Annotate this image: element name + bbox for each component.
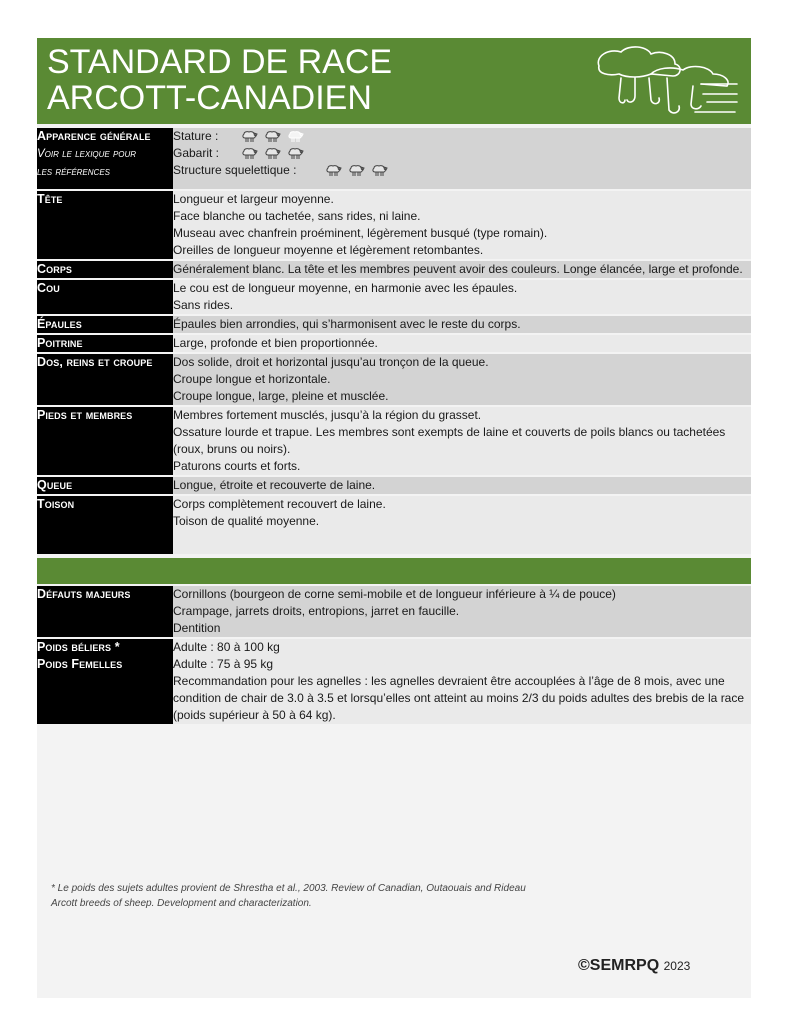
row-value-cell bbox=[173, 407, 751, 475]
row-text-line: Adulte : 75 à 95 kg bbox=[173, 657, 274, 671]
rating-row-structure bbox=[173, 162, 751, 179]
table-row bbox=[37, 354, 751, 405]
table-row bbox=[37, 407, 751, 475]
row-label-cell bbox=[37, 496, 173, 554]
rating-icons bbox=[239, 145, 308, 162]
page-title bbox=[47, 44, 392, 116]
row-text-line: Adulte : 80 à 100 kg bbox=[173, 640, 280, 654]
footnote-line: * Le poids des sujets adultes provient de Shrestha et al., 2003. Review of Canadian, Outaouais and Rideau bbox=[51, 883, 526, 894]
row-value-cell bbox=[173, 639, 751, 724]
row-label-cell bbox=[37, 128, 173, 189]
row-text-line: Museau avec chanfrein proéminent, légèrement busqué (type romain). bbox=[173, 226, 548, 240]
copyright-text: ©SEMRPQ bbox=[578, 957, 660, 974]
row-label-cell bbox=[37, 639, 173, 724]
row-value-cell bbox=[173, 354, 751, 405]
section-separator bbox=[37, 558, 751, 584]
row-label-cell bbox=[37, 280, 173, 314]
footnote-line: Arcott breeds of sheep. Development and characterization. bbox=[51, 898, 312, 909]
rating-label: Stature : bbox=[173, 129, 219, 143]
row-label-cell bbox=[37, 354, 173, 405]
row-text-line: Oreilles de longueur moyenne et légèrement retombantes. bbox=[173, 243, 484, 257]
row-label: Épaules bbox=[37, 317, 82, 331]
rating-row-stature bbox=[173, 128, 751, 145]
row-text-line: Dentition bbox=[173, 621, 221, 635]
row-text-line: Longueur et largeur moyenne. bbox=[173, 192, 334, 206]
row-value-cell bbox=[173, 128, 751, 189]
table-row bbox=[37, 128, 751, 189]
row-value-cell bbox=[173, 477, 751, 494]
copyright-year: 2023 bbox=[663, 959, 691, 973]
copyright bbox=[578, 957, 690, 975]
sheep-icon-filled bbox=[369, 164, 389, 178]
table-row bbox=[37, 496, 751, 554]
row-text-line: Épaules bien arrondies, qui s’harmonisent avec le reste du corps. bbox=[173, 317, 521, 331]
row-text-line: Dos solide, droit et horizontal jusqu’au tronçon de la queue. bbox=[173, 355, 489, 369]
sheep-logo-icon bbox=[591, 44, 741, 118]
row-text-line: Corps complètement recouvert de laine. bbox=[173, 497, 386, 511]
sheep-icon-filled bbox=[323, 164, 343, 178]
row-text-line: Généralement blanc. La tête et les membres peuvent avoir des couleurs. Longe élancée, large et profonde. bbox=[173, 262, 743, 276]
row-text-line: Crampage, jarrets droits, entropions, jarret en faucille. bbox=[173, 604, 460, 618]
row-text-line: Large, profonde et bien proportionnée. bbox=[173, 336, 378, 350]
row-text-line: Recommandation pour les agnelles : les agnelles devraient être accouplées à l’âge de 8 mois, avec une condition de chair de 3.0 à 3.5 et lorsqu’elles ont atteint au moins 2/3 du poids adultes des brebis de la race (poids supérieur à 50 à 64 kg). bbox=[173, 674, 745, 722]
table-row bbox=[37, 280, 751, 314]
row-label: Tête bbox=[37, 192, 63, 206]
sheep-icon-filled bbox=[239, 130, 259, 144]
row-label: Pieds et membres bbox=[37, 408, 133, 422]
row-text-line: Croupe longue et horizontale. bbox=[173, 372, 331, 386]
row-value-cell bbox=[173, 316, 751, 333]
row-value-cell bbox=[173, 280, 751, 314]
row-value-cell bbox=[173, 261, 751, 278]
breed-standard-table bbox=[37, 126, 751, 726]
row-label-cell bbox=[37, 586, 173, 637]
row-label-cell bbox=[37, 407, 173, 475]
row-label: Toison bbox=[37, 497, 75, 511]
row-label: Cou bbox=[37, 281, 60, 295]
row-label: Poids béliers * bbox=[37, 640, 120, 654]
rating-label: Structure squelettique : bbox=[173, 163, 297, 177]
row-text-line: Face blanche ou tachetée, sans rides, ni laine. bbox=[173, 209, 421, 223]
breed-standard-sheet bbox=[37, 38, 751, 998]
row-sublabel: les références bbox=[37, 166, 110, 178]
title-line-1: STANDARD DE RACE bbox=[47, 43, 393, 81]
row-value-cell bbox=[173, 586, 751, 637]
sheep-icon-filled bbox=[285, 147, 305, 161]
title-line-2: ARCOTT-CANADIEN bbox=[47, 79, 372, 117]
row-text-line: Ossature lourde et trapue. Les membres sont exempts de laine et couverts de poils blancs ou tachetées (roux, bruns ou noirs). bbox=[173, 425, 726, 456]
row-label-cell bbox=[37, 477, 173, 494]
row-label-cell bbox=[37, 261, 173, 278]
row-text-line: Cornillons (bourgeon de corne semi-mobile et de longueur inférieure à ¼ de pouce) bbox=[173, 587, 616, 601]
table-row bbox=[37, 335, 751, 352]
header-banner bbox=[37, 38, 751, 124]
row-label: Queue bbox=[37, 478, 73, 492]
sheep-icon-filled bbox=[262, 130, 282, 144]
rating-icons bbox=[323, 162, 392, 179]
row-label: Défauts majeurs bbox=[37, 587, 131, 601]
row-label: Corps bbox=[37, 262, 73, 276]
row-label: Poitrine bbox=[37, 336, 83, 350]
row-label: Poids Femelles bbox=[37, 657, 123, 671]
rating-label: Gabarit : bbox=[173, 146, 220, 160]
row-text-line: Membres fortement musclés, jusqu’à la région du grasset. bbox=[173, 408, 482, 422]
table-row bbox=[37, 261, 751, 278]
rating-row-gabarit bbox=[173, 145, 751, 162]
row-text-line: Sans rides. bbox=[173, 298, 234, 312]
row-label-cell bbox=[37, 316, 173, 333]
row-label: Apparence générale bbox=[37, 129, 151, 143]
table-row bbox=[37, 639, 751, 724]
sheep-icon-empty bbox=[285, 130, 305, 144]
sheep-icon-filled bbox=[262, 147, 282, 161]
row-value-cell bbox=[173, 335, 751, 352]
row-value-cell bbox=[173, 496, 751, 554]
footnote bbox=[51, 881, 611, 911]
sheep-icon-filled bbox=[346, 164, 366, 178]
row-label: Dos, reins et croupe bbox=[37, 355, 153, 369]
rating-icons bbox=[239, 128, 308, 145]
row-label-cell bbox=[37, 191, 173, 259]
row-sublabel: Voir le lexique pour bbox=[37, 148, 137, 160]
table-row bbox=[37, 316, 751, 333]
sheep-icon-filled bbox=[239, 147, 259, 161]
table-row bbox=[37, 477, 751, 494]
table-row bbox=[37, 191, 751, 259]
row-text-line: Le cou est de longueur moyenne, en harmonie avec les épaules. bbox=[173, 281, 518, 295]
row-text-line: Paturons courts et forts. bbox=[173, 459, 301, 473]
table-row bbox=[37, 586, 751, 637]
row-text-line: Croupe longue, large, pleine et musclée. bbox=[173, 389, 389, 403]
row-label-cell bbox=[37, 335, 173, 352]
row-text-line: Longue, étroite et recouverte de laine. bbox=[173, 478, 376, 492]
row-text-line: Toison de qualité moyenne. bbox=[173, 514, 320, 528]
row-value-cell bbox=[173, 191, 751, 259]
